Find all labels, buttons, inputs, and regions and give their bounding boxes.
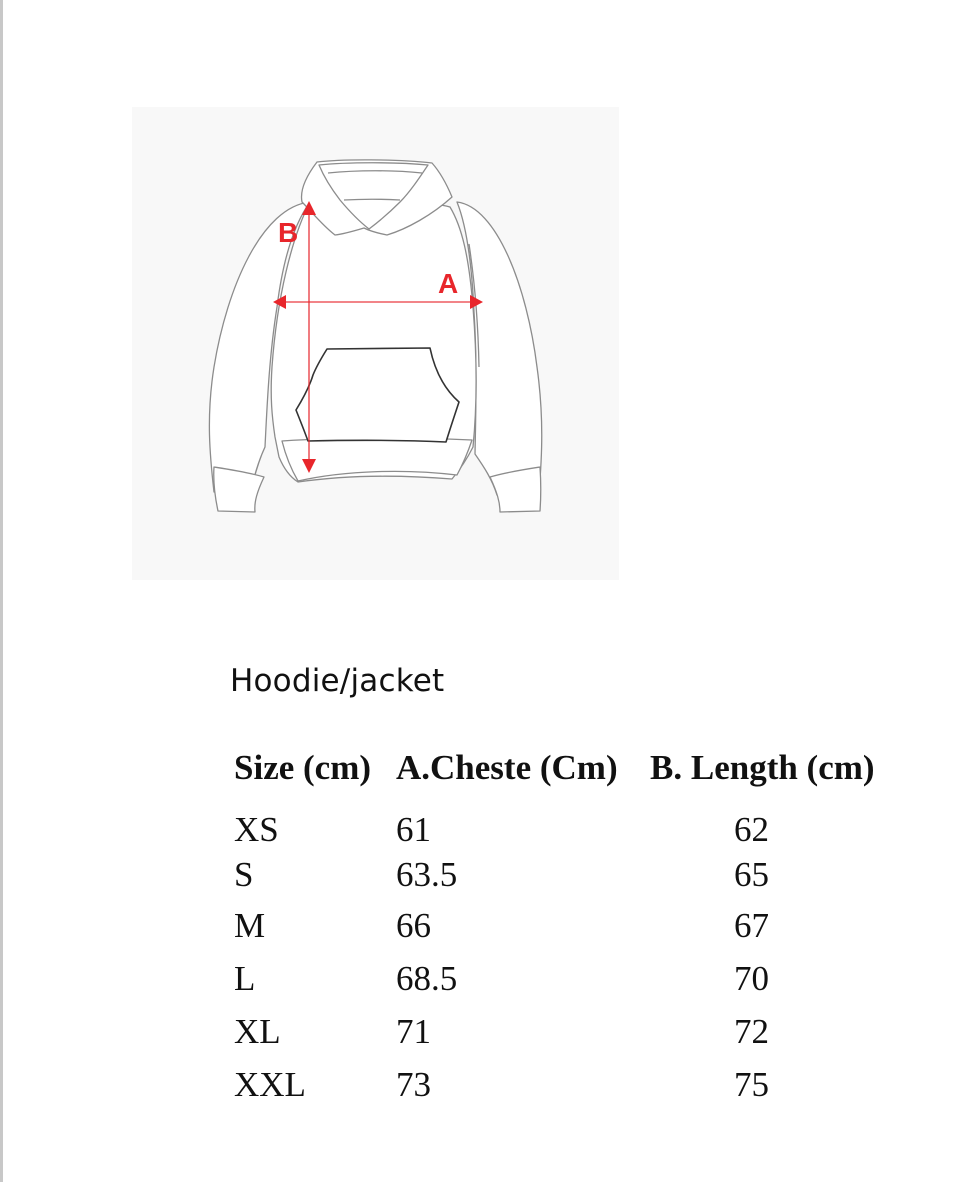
hoodie-illustration <box>132 107 619 580</box>
product-title: Hoodie/jacket <box>230 663 445 699</box>
hoodie-measurement-diagram <box>132 107 619 580</box>
cell-chest: 61 <box>396 810 431 849</box>
cell-chest: 71 <box>396 1012 431 1051</box>
cell-size: S <box>234 855 254 894</box>
label-a: A <box>438 268 459 299</box>
pocket-outline <box>296 348 459 442</box>
cell-length: 65 <box>734 855 769 894</box>
cell-chest: 63.5 <box>396 855 458 894</box>
cell-length: 75 <box>734 1065 769 1104</box>
cell-size: M <box>234 906 266 945</box>
header-chest: A.Cheste (Cm) <box>396 748 618 787</box>
cell-size: XXL <box>234 1065 306 1104</box>
cell-size: L <box>234 959 256 998</box>
cell-length: 72 <box>734 1012 769 1051</box>
cell-size: XS <box>234 810 279 849</box>
label-b: B <box>278 217 299 248</box>
cell-size: XL <box>234 1012 281 1051</box>
cell-length: 70 <box>734 959 769 998</box>
cell-length: 62 <box>734 810 769 849</box>
cell-chest: 66 <box>396 906 431 945</box>
cell-chest: 68.5 <box>396 959 458 998</box>
header-length: B. Length (cm) <box>650 748 875 787</box>
header-size: Size (cm) <box>234 748 372 787</box>
cell-length: 67 <box>734 906 769 945</box>
page-left-border <box>0 0 3 1182</box>
cell-chest: 73 <box>396 1065 431 1104</box>
